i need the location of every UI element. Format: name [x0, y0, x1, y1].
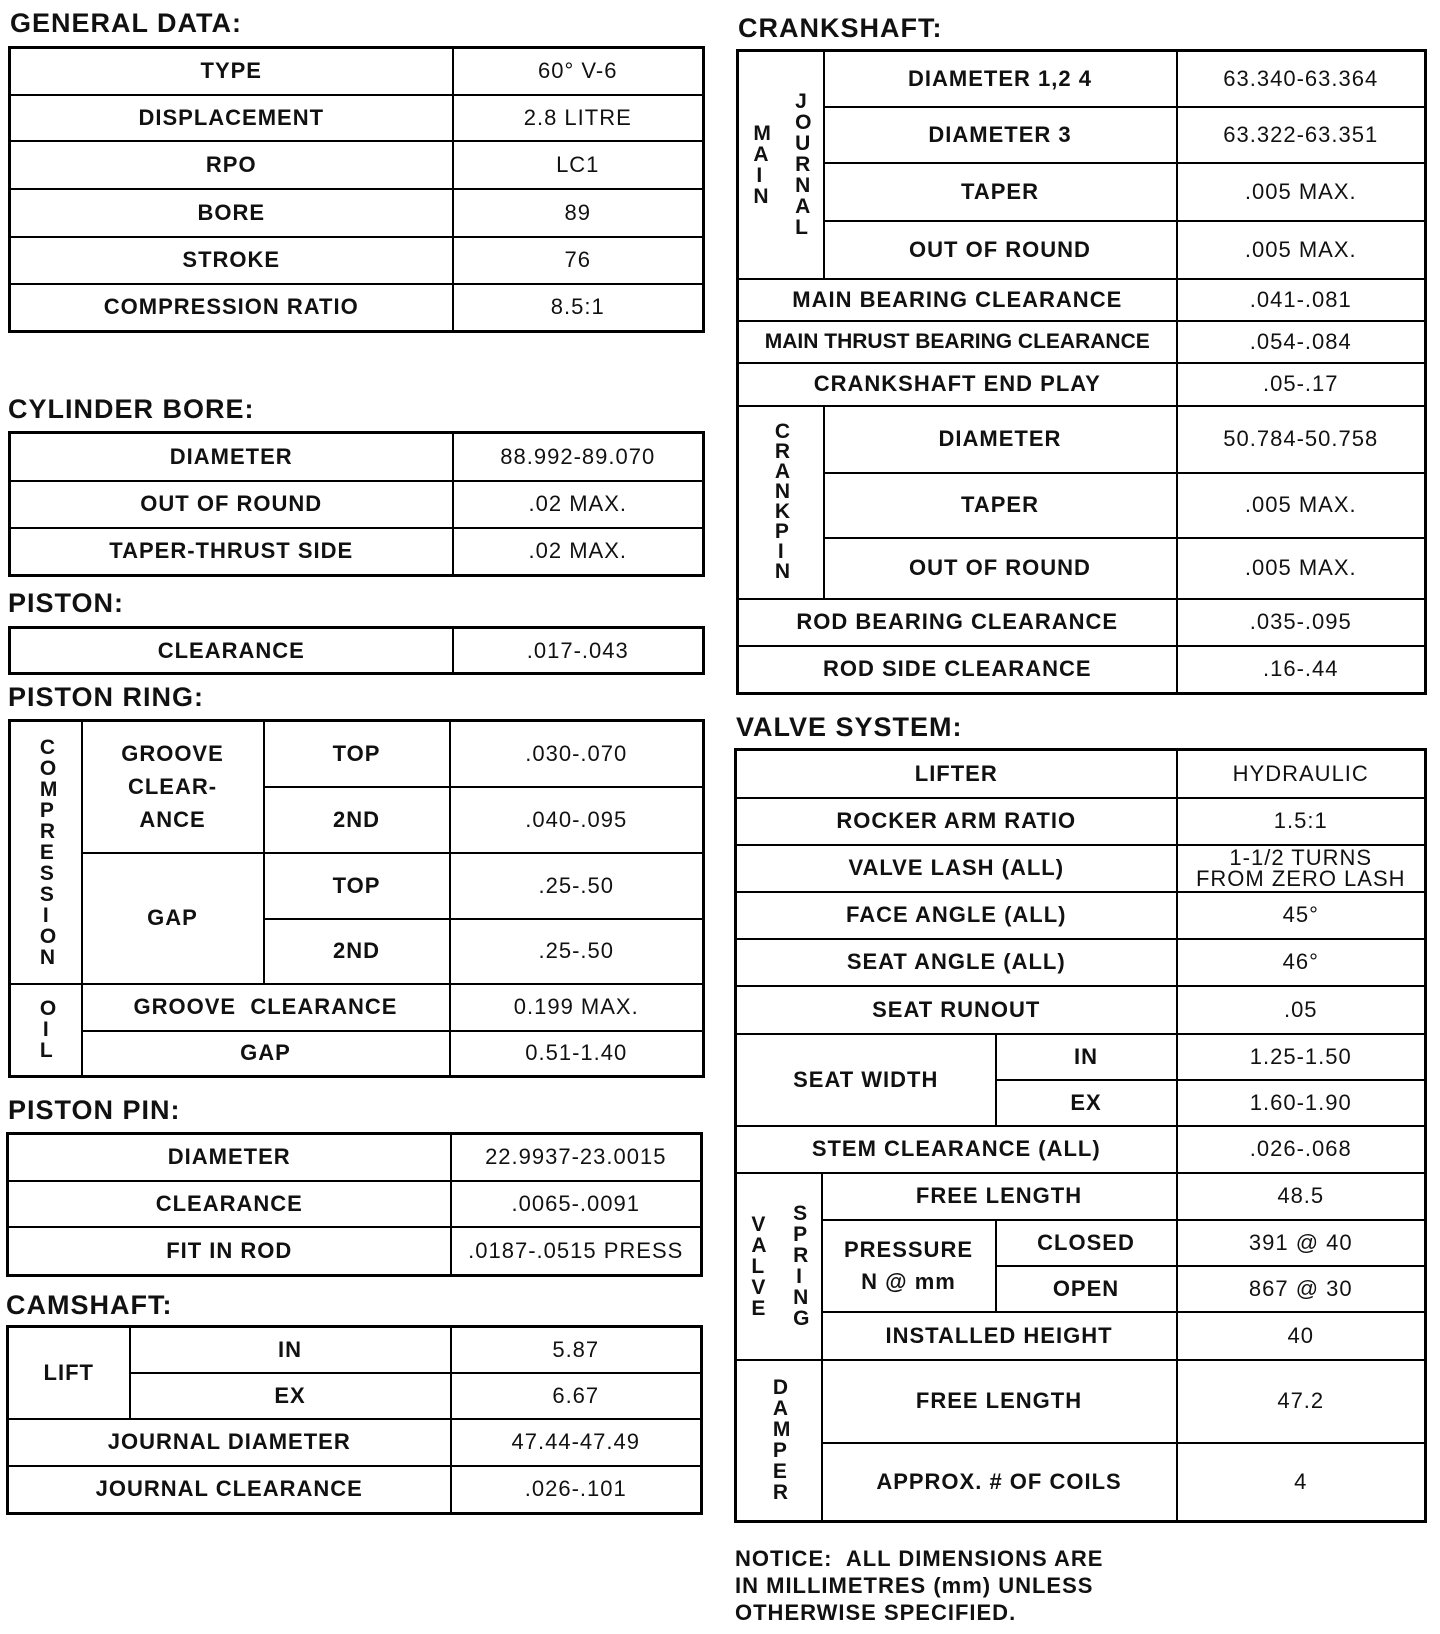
piston-ring-table	[8, 719, 705, 1078]
table-row	[738, 51, 1426, 107]
spring-vertical-label	[778, 1173, 822, 1360]
spec-label: TAPER-THRUST SIDE	[10, 528, 453, 576]
piston-ring-title: PISTON RING:	[8, 682, 205, 712]
cylinder-bore-table	[8, 431, 705, 577]
diameter-3-value: 63.322-63.351	[1177, 107, 1426, 163]
table-row	[736, 798, 1426, 845]
piston-title: PISTON:	[8, 588, 125, 618]
spec-label: DISPLACEMENT	[10, 95, 453, 141]
table-row	[736, 1312, 1426, 1360]
table-row	[8, 1181, 702, 1227]
table-row	[736, 1360, 1426, 1443]
spec-value: .0065-.0091	[451, 1181, 702, 1227]
pin-taper-label: TAPER	[824, 473, 1177, 538]
spec-label: BORE	[10, 189, 453, 237]
damper-label: DAMPER	[772, 1376, 791, 1505]
ex-label: EX	[996, 1080, 1177, 1126]
table-row	[10, 95, 704, 141]
spec-label: CLEARANCE	[8, 1181, 451, 1227]
seat-runout-value: .05	[1177, 986, 1426, 1034]
seat-angle-label: SEAT ANGLE (ALL)	[736, 939, 1177, 986]
main-bearing-value: .041-.081	[1177, 279, 1426, 321]
main-thrust-label: MAIN THRUST BEARING CLEARANCE	[738, 321, 1177, 363]
journal-clearance-label: JOURNAL CLEARANCE	[8, 1466, 451, 1514]
stem-clearance-value: .026-.068	[1177, 1126, 1426, 1173]
spec-value: 76	[453, 237, 704, 284]
rod-side-value: .16-.44	[1177, 646, 1426, 694]
in-label: IN	[130, 1327, 451, 1373]
spec-value: .02 MAX.	[453, 481, 704, 528]
valve-label: VALVE	[751, 1212, 767, 1320]
spec-label: RPO	[10, 141, 453, 189]
closed-value: 391 @ 40	[1177, 1220, 1426, 1266]
table-row	[10, 528, 704, 576]
spec-value: 8.5:1	[453, 284, 704, 332]
pin-oor-value: .005 MAX.	[1177, 538, 1426, 599]
installed-height-value: 40	[1177, 1312, 1426, 1360]
oil-vertical-label	[10, 984, 82, 1077]
spec-label: FIT IN ROD	[8, 1227, 451, 1276]
pressure-label-line2: N @ mm	[861, 1268, 956, 1294]
spec-value: 89	[453, 189, 704, 237]
lift-label: LIFT	[8, 1327, 130, 1419]
seat-width-ex-value: 1.60-1.90	[1177, 1080, 1426, 1126]
main-oor-value: .005 MAX.	[1177, 221, 1426, 279]
ex-label: EX	[130, 1373, 451, 1419]
valve-system-title: VALVE SYSTEM:	[736, 712, 963, 742]
piston-table	[8, 626, 705, 675]
spec-value: 88.992-89.070	[453, 433, 704, 481]
spec-value: .0187-.0515 PRESS	[451, 1227, 702, 1276]
main-taper-value: .005 MAX.	[1177, 163, 1426, 221]
spec-label: STROKE	[10, 237, 453, 284]
general-data-table	[8, 46, 705, 333]
damper-free-length-label: FREE LENGTH	[822, 1360, 1177, 1443]
table-row	[738, 538, 1426, 599]
table-row	[738, 363, 1426, 406]
open-label: OPEN	[996, 1266, 1177, 1312]
lash-label: VALVE LASH (ALL)	[736, 845, 1177, 892]
piston-pin-title: PISTON PIN:	[8, 1095, 181, 1125]
table-row	[10, 628, 704, 674]
notice-line-3: OTHERWISE SPECIFIED.	[735, 1600, 1017, 1625]
spec-value: .02 MAX.	[453, 528, 704, 576]
pin-taper-value: .005 MAX.	[1177, 473, 1426, 538]
pin-diameter-value: 50.784-50.758	[1177, 406, 1426, 473]
crankshaft-table	[736, 49, 1427, 695]
notice-text	[735, 1545, 1103, 1626]
table-row	[738, 163, 1426, 221]
table-row	[738, 321, 1426, 363]
oil-groove-label: GROOVE CLEARANCE	[82, 984, 450, 1031]
seat-runout-label: SEAT RUNOUT	[736, 986, 1177, 1034]
oil-gap-label: GAP	[82, 1031, 450, 1077]
lash-value	[1177, 845, 1426, 892]
oil-label: OIL	[39, 997, 57, 1063]
rod-bearing-label: ROD BEARING CLEARANCE	[738, 599, 1177, 646]
lash-value-line1: 1-1/2 TURNS	[1229, 845, 1373, 870]
end-play-label: CRANKSHAFT END PLAY	[738, 363, 1177, 406]
table-row	[8, 1227, 702, 1276]
pin-diameter-label: DIAMETER	[824, 406, 1177, 473]
rocker-value: 1.5:1	[1177, 798, 1426, 845]
gap-2nd-value: .25-.50	[450, 919, 704, 984]
table-row	[8, 1327, 702, 1373]
table-row	[736, 986, 1426, 1034]
gap-label: GAP	[82, 853, 264, 984]
spec-value: LC1	[453, 141, 704, 189]
closed-label: CLOSED	[996, 1220, 1177, 1266]
coils-label: APPROX. # OF COILS	[822, 1443, 1177, 1522]
table-row	[736, 892, 1426, 939]
compression-label: COMPRESSION	[39, 735, 58, 969]
installed-height-label: INSTALLED HEIGHT	[822, 1312, 1177, 1360]
pressure-label	[822, 1220, 996, 1312]
face-angle-label: FACE ANGLE (ALL)	[736, 892, 1177, 939]
top-label: TOP	[264, 721, 450, 787]
end-play-value: .05-.17	[1177, 363, 1426, 406]
second-label: 2ND	[264, 787, 450, 853]
table-row	[736, 1173, 1426, 1220]
table-row	[736, 939, 1426, 986]
spec-value: .017-.043	[453, 628, 704, 674]
rod-side-label: ROD SIDE CLEARANCE	[738, 646, 1177, 694]
spec-value: 60° V-6	[453, 48, 704, 95]
compression-vertical-label	[10, 721, 82, 984]
pressure-label-line1: PRESSURE	[843, 1236, 974, 1262]
seat-angle-value: 46°	[1177, 939, 1426, 986]
table-row	[738, 279, 1426, 321]
spec-label: COMPRESSION RATIO	[10, 284, 453, 332]
table-row	[10, 141, 704, 189]
journal-diameter-label: JOURNAL DIAMETER	[8, 1419, 451, 1466]
seat-width-label: SEAT WIDTH	[736, 1034, 996, 1126]
spring-free-length-value: 48.5	[1177, 1173, 1426, 1220]
table-row	[8, 1419, 702, 1466]
spec-label: DIAMETER	[10, 433, 453, 481]
table-row	[10, 189, 704, 237]
oil-groove-value: 0.199 MAX.	[450, 984, 704, 1031]
table-row	[10, 481, 704, 528]
valve-system-table	[734, 748, 1427, 1523]
table-row	[10, 284, 704, 332]
in-label: IN	[996, 1034, 1177, 1080]
journal-label: JOURNAL	[795, 90, 812, 240]
general-data-title: GENERAL DATA:	[10, 8, 242, 38]
crankshaft-title: CRANKSHAFT:	[738, 13, 943, 43]
notice-line-1: NOTICE: ALL DIMENSIONS ARE	[735, 1546, 1104, 1571]
diameter-124-label: DIAMETER 1,2 4	[824, 51, 1177, 107]
oil-gap-value: 0.51-1.40	[450, 1031, 704, 1077]
valve-vertical-label	[736, 1173, 778, 1360]
cylinder-bore-title: CYLINDER BORE:	[8, 394, 255, 424]
spec-label: CLEARANCE	[10, 628, 453, 674]
second-label: 2ND	[264, 919, 450, 984]
camshaft-title: CAMSHAFT:	[6, 1290, 173, 1320]
piston-pin-table	[6, 1132, 703, 1277]
table-row	[736, 1034, 1426, 1080]
lift-in-value: 5.87	[451, 1327, 702, 1373]
diameter-124-value: 63.340-63.364	[1177, 51, 1426, 107]
table-row	[8, 1134, 702, 1181]
main-taper-label: TAPER	[824, 163, 1177, 221]
spring-free-length-label: FREE LENGTH	[822, 1173, 1177, 1220]
rod-bearing-value: .035-.095	[1177, 599, 1426, 646]
journal-clearance-value: .026-.101	[451, 1466, 702, 1514]
gap-top-value: .25-.50	[450, 853, 704, 919]
top-label: TOP	[264, 853, 450, 919]
crankpin-label: CRANKPIN	[774, 420, 791, 583]
damper-vertical-label	[736, 1360, 822, 1522]
open-value: 867 @ 30	[1177, 1266, 1426, 1312]
journal-vertical-label	[780, 51, 824, 279]
rocker-label: ROCKER ARM RATIO	[736, 798, 1177, 845]
main-bearing-label: MAIN BEARING CLEARANCE	[738, 279, 1177, 321]
lift-ex-value: 6.67	[451, 1373, 702, 1419]
table-row	[8, 1466, 702, 1514]
camshaft-table	[6, 1325, 703, 1515]
main-vertical-label	[738, 51, 780, 279]
table-row	[10, 237, 704, 284]
table-row	[736, 845, 1426, 892]
table-row	[736, 1220, 1426, 1266]
table-row	[10, 48, 704, 95]
main-thrust-value: .054-.084	[1177, 321, 1426, 363]
spec-label: DIAMETER	[8, 1134, 451, 1181]
groove-clearance-label: GROOVE CLEAR- ANCE	[82, 721, 264, 853]
crankpin-vertical-label	[738, 406, 824, 599]
stem-clearance-label: STEM CLEARANCE (ALL)	[736, 1126, 1177, 1173]
spec-label: TYPE	[10, 48, 453, 95]
table-row	[736, 750, 1426, 798]
coils-value: 4	[1177, 1443, 1426, 1522]
groove-2nd-value: .040-.095	[450, 787, 704, 853]
lash-value-line2: FROM ZERO LASH	[1195, 866, 1406, 891]
damper-free-length-value: 47.2	[1177, 1360, 1426, 1443]
table-row	[738, 406, 1426, 473]
table-row	[10, 1031, 704, 1077]
spec-value: 22.9937-23.0015	[451, 1134, 702, 1181]
spec-label: OUT OF ROUND	[10, 481, 453, 528]
notice-line-2: IN MILLIMETRES (mm) UNLESS	[735, 1573, 1094, 1598]
table-row	[10, 984, 704, 1031]
table-row	[738, 599, 1426, 646]
table-row	[738, 221, 1426, 279]
journal-diameter-value: 47.44-47.49	[451, 1419, 702, 1466]
spec-value: 2.8 LITRE	[453, 95, 704, 141]
table-row	[736, 1126, 1426, 1173]
face-angle-value: 45°	[1177, 892, 1426, 939]
table-row	[10, 721, 704, 787]
table-row	[10, 433, 704, 481]
lifter-label: LIFTER	[736, 750, 1177, 798]
table-row	[738, 646, 1426, 694]
seat-width-in-value: 1.25-1.50	[1177, 1034, 1426, 1080]
main-label: MAIN	[753, 121, 771, 208]
table-row	[738, 107, 1426, 163]
table-row	[738, 473, 1426, 538]
groove-top-value: .030-.070	[450, 721, 704, 787]
table-row	[10, 853, 704, 919]
pin-oor-label: OUT OF ROUND	[824, 538, 1177, 599]
lifter-value: HYDRAULIC	[1177, 750, 1426, 798]
diameter-3-label: DIAMETER 3	[824, 107, 1177, 163]
table-row	[736, 1443, 1426, 1522]
main-oor-label: OUT OF ROUND	[824, 221, 1177, 279]
spring-label: SPRING	[793, 1202, 810, 1330]
